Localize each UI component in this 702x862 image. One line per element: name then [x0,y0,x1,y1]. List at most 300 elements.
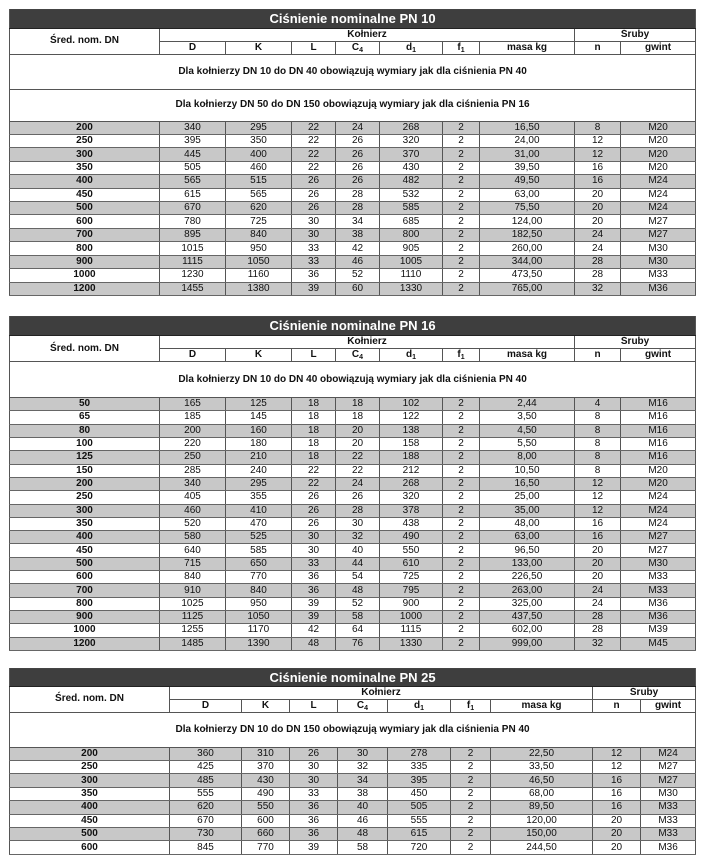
cell-thread: M33 [641,828,696,841]
flange-header: Kołnierz [170,686,593,699]
cell-f1: 2 [451,787,491,800]
cell-l: 30 [290,760,338,773]
cell-thread: M20 [621,477,696,490]
table-row [10,215,696,228]
cell-d1: 212 [380,464,443,477]
cell-d1: 102 [380,398,443,411]
cell-mass: 24,00 [480,134,575,147]
table-title: Ciśnienie nominalne PN 10 [10,10,696,29]
cell-c4: 48 [336,584,380,597]
cell-dn: 800 [10,597,160,610]
cell-mass: 5,50 [480,437,575,450]
cell-d1: 610 [380,557,443,570]
cell-d1: 138 [380,424,443,437]
cell-f1: 2 [443,411,480,424]
table-row [10,398,696,411]
cell-d: 250 [160,451,226,464]
cell-f1: 2 [451,760,491,773]
table-row [10,411,696,424]
cell-mass: 48,00 [480,517,575,530]
cell-k: 770 [242,841,290,855]
cell-d: 565 [160,175,226,188]
cell-l: 42 [292,624,336,637]
pn16-table [9,316,696,651]
cell-c4: 26 [336,148,380,161]
col-c4: $C_4$ [336,41,380,54]
cell-bolt-n: 20 [593,814,641,827]
flange-header: Kołnierz [160,28,575,41]
cell-f1: 2 [443,161,480,174]
cell-d: 1115 [160,255,226,268]
table-title: Ciśnienie nominalne PN 16 [10,317,696,336]
cell-mass: 473,50 [480,269,575,282]
cell-c4: 28 [336,202,380,215]
cell-dn: 1200 [10,637,160,650]
cell-d1: 482 [380,175,443,188]
cell-k: 460 [226,161,292,174]
col-thread: gwint [641,699,696,712]
bolts-header: Śruby [593,686,696,699]
pn25-table [9,668,696,855]
flange-header: Kołnierz [160,335,575,348]
table-row [10,841,696,855]
cell-d1: 490 [380,531,443,544]
table-row [10,464,696,477]
cell-d: 640 [160,544,226,557]
cell-l: 26 [292,202,336,215]
table-row [10,814,696,827]
col-d1: $d_1$ [380,349,443,362]
cell-thread: M36 [621,282,696,295]
cell-mass: 437,50 [480,611,575,624]
cell-c4: 32 [338,760,388,773]
cell-thread: M27 [641,760,696,773]
cell-d1: 725 [380,571,443,584]
cell-f1: 2 [451,814,491,827]
table-note: Dla kołnierzy DN 50 do DN 150 obowiązują wymiary jak dla ciśnienia PN 16 [10,90,696,121]
col-c4: $C_4$ [338,699,388,712]
cell-c4: 18 [336,398,380,411]
cell-k: 525 [226,531,292,544]
cell-c4: 26 [336,175,380,188]
table-row [10,760,696,773]
cell-mass: 35,00 [480,504,575,517]
col-d: D [160,41,226,54]
cell-l: 22 [292,161,336,174]
cell-d: 670 [170,814,242,827]
cell-d1: 188 [380,451,443,464]
cell-bolt-n: 12 [593,760,641,773]
cell-k: 565 [226,188,292,201]
col-l: L [292,41,336,54]
cell-l: 33 [292,242,336,255]
cell-f1: 2 [443,202,480,215]
cell-c4: 40 [338,801,388,814]
cell-bolt-n: 28 [575,269,621,282]
cell-k: 295 [226,121,292,134]
cell-thread: M20 [621,464,696,477]
cell-d: 1485 [160,637,226,650]
cell-k: 210 [226,451,292,464]
cell-mass: 133,00 [480,557,575,570]
cell-d1: 795 [380,584,443,597]
cell-c4: 48 [338,828,388,841]
cell-l: 36 [290,814,338,827]
cell-mass: 49,50 [480,175,575,188]
cell-f1: 2 [443,477,480,490]
cell-thread: M24 [621,504,696,517]
cell-c4: 30 [338,747,388,760]
cell-f1: 2 [443,437,480,450]
cell-f1: 2 [443,624,480,637]
cell-bolt-n: 16 [575,517,621,530]
cell-d: 460 [160,504,226,517]
cell-mass: 150,00 [491,828,593,841]
cell-dn: 700 [10,584,160,597]
cell-dn: 200 [10,477,160,490]
cell-bolt-n: 20 [593,841,641,855]
cell-bolt-n: 16 [575,175,621,188]
col-mass: masa kg [480,349,575,362]
cell-f1: 2 [443,398,480,411]
cell-mass: 182,50 [480,228,575,241]
col-n: n [593,699,641,712]
cell-k: 160 [226,424,292,437]
cell-mass: 31,00 [480,148,575,161]
cell-d1: 1005 [380,255,443,268]
col-mass: masa kg [480,41,575,54]
table-row [10,624,696,637]
cell-c4: 26 [336,161,380,174]
cell-bolt-n: 12 [575,504,621,517]
cell-thread: M24 [621,517,696,530]
cell-mass: 25,00 [480,491,575,504]
cell-l: 36 [292,584,336,597]
cell-d: 730 [170,828,242,841]
cell-dn: 900 [10,255,160,268]
table-row [10,597,696,610]
dn-header: Śred. nom. DN [10,686,170,713]
cell-bolt-n: 32 [575,282,621,295]
cell-mass: 8,00 [480,451,575,464]
col-d: D [170,699,242,712]
cell-thread: M36 [621,611,696,624]
cell-thread: M27 [621,228,696,241]
cell-thread: M20 [621,121,696,134]
cell-f1: 2 [443,282,480,295]
cell-thread: M24 [621,188,696,201]
cell-f1: 2 [443,611,480,624]
cell-mass: 325,00 [480,597,575,610]
cell-mass: 2,44 [480,398,575,411]
cell-d: 620 [170,801,242,814]
cell-l: 22 [292,148,336,161]
table-row [10,282,696,295]
cell-bolt-n: 28 [575,255,621,268]
cell-f1: 2 [443,228,480,241]
table-title: Ciśnienie nominalne PN 25 [10,669,696,687]
cell-c4: 30 [336,517,380,530]
cell-d: 1455 [160,282,226,295]
cell-d1: 335 [388,760,451,773]
cell-dn: 350 [10,161,160,174]
cell-d: 910 [160,584,226,597]
cell-d1: 370 [380,148,443,161]
cell-l: 30 [292,544,336,557]
table-row [10,531,696,544]
cell-bolt-n: 20 [575,571,621,584]
cell-l: 22 [292,121,336,134]
table-row [10,517,696,530]
cell-d: 360 [170,747,242,760]
cell-bolt-n: 32 [575,637,621,650]
cell-dn: 1200 [10,282,160,295]
cell-d: 1025 [160,597,226,610]
cell-d: 1255 [160,624,226,637]
cell-d: 780 [160,215,226,228]
table-row [10,175,696,188]
cell-d1: 450 [388,787,451,800]
cell-thread: M16 [621,451,696,464]
cell-d1: 505 [388,801,451,814]
cell-l: 36 [292,269,336,282]
cell-k: 410 [226,504,292,517]
table-row [10,571,696,584]
table-note: Dla kołnierzy DN 10 do DN 150 obowiązują wymiary jak dla ciśnienia PN 40 [10,713,696,747]
cell-mass: 765,00 [480,282,575,295]
cell-bolt-n: 8 [575,411,621,424]
cell-dn: 500 [10,202,160,215]
cell-k: 550 [242,801,290,814]
cell-d: 340 [160,477,226,490]
cell-dn: 400 [10,175,160,188]
cell-bolt-n: 20 [575,202,621,215]
cell-f1: 2 [443,637,480,650]
col-n: n [575,41,621,54]
cell-l: 33 [292,557,336,570]
cell-l: 33 [290,787,338,800]
cell-dn: 300 [10,774,170,787]
cell-mass: 602,00 [480,624,575,637]
cell-d1: 555 [388,814,451,827]
cell-c4: 76 [336,637,380,650]
col-d1: $d_1$ [388,699,451,712]
cell-thread: M16 [621,424,696,437]
dn-header: Śred. nom. DN [10,335,160,362]
cell-l: 26 [292,175,336,188]
cell-k: 840 [226,584,292,597]
cell-l: 22 [292,464,336,477]
cell-dn: 600 [10,841,170,855]
cell-f1: 2 [451,801,491,814]
cell-f1: 2 [451,828,491,841]
cell-l: 18 [292,411,336,424]
cell-c4: 44 [336,557,380,570]
cell-d1: 1330 [380,282,443,295]
cell-f1: 2 [443,188,480,201]
cell-c4: 52 [336,269,380,282]
cell-bolt-n: 12 [575,134,621,147]
cell-k: 600 [242,814,290,827]
cell-d1: 550 [380,544,443,557]
cell-d1: 430 [380,161,443,174]
cell-dn: 300 [10,504,160,517]
cell-d: 840 [160,571,226,584]
bolts-header: Śruby [575,28,696,41]
table-row [10,242,696,255]
table-row [10,161,696,174]
bolts-header: Śruby [575,335,696,348]
cell-l: 30 [292,531,336,544]
table-row [10,451,696,464]
cell-l: 26 [292,491,336,504]
cell-bolt-n: 24 [575,242,621,255]
cell-bolt-n: 12 [575,477,621,490]
cell-bolt-n: 12 [575,148,621,161]
cell-dn: 450 [10,814,170,827]
cell-thread: M30 [641,787,696,800]
cell-thread: M20 [621,148,696,161]
cell-thread: M30 [621,557,696,570]
cell-mass: 96,50 [480,544,575,557]
table-row [10,747,696,760]
cell-c4: 40 [336,544,380,557]
table-note: Dla kołnierzy DN 10 do DN 40 obowiązują wymiary jak dla ciśnienia PN 40 [10,362,696,398]
cell-k: 840 [226,228,292,241]
col-k: K [242,699,290,712]
cell-d1: 1000 [380,611,443,624]
cell-d1: 320 [380,491,443,504]
cell-mass: 226,50 [480,571,575,584]
cell-c4: 58 [336,611,380,624]
cell-d: 485 [170,774,242,787]
table-row [10,828,696,841]
cell-bolt-n: 8 [575,121,621,134]
cell-thread: M27 [641,774,696,787]
cell-k: 585 [226,544,292,557]
cell-mass: 16,50 [480,477,575,490]
cell-d1: 378 [380,504,443,517]
cell-dn: 100 [10,437,160,450]
cell-c4: 58 [338,841,388,855]
col-l: L [290,699,338,712]
cell-thread: M24 [621,175,696,188]
cell-c4: 46 [336,255,380,268]
cell-bolt-n: 4 [575,398,621,411]
cell-mass: 4,50 [480,424,575,437]
cell-bolt-n: 8 [575,464,621,477]
cell-bolt-n: 24 [575,584,621,597]
cell-bolt-n: 8 [575,451,621,464]
cell-d: 520 [160,517,226,530]
cell-dn: 350 [10,787,170,800]
cell-l: 36 [292,571,336,584]
table-row [10,787,696,800]
cell-c4: 38 [336,228,380,241]
cell-bolt-n: 16 [575,161,621,174]
cell-f1: 2 [443,597,480,610]
cell-k: 430 [242,774,290,787]
cell-c4: 52 [336,597,380,610]
cell-l: 39 [290,841,338,855]
cell-dn: 200 [10,121,160,134]
col-f1: $f_1$ [443,349,480,362]
cell-d1: 158 [380,437,443,450]
cell-d1: 905 [380,242,443,255]
cell-d1: 278 [388,747,451,760]
table-row [10,611,696,624]
cell-f1: 2 [443,557,480,570]
cell-dn: 65 [10,411,160,424]
cell-thread: M16 [621,411,696,424]
cell-d: 165 [160,398,226,411]
table-row [10,188,696,201]
cell-d1: 615 [388,828,451,841]
cell-mass: 63,00 [480,531,575,544]
cell-l: 26 [290,747,338,760]
cell-thread: M33 [641,814,696,827]
cell-mass: 46,50 [491,774,593,787]
cell-mass: 260,00 [480,242,575,255]
cell-thread: M33 [621,571,696,584]
cell-d: 845 [170,841,242,855]
table-row [10,491,696,504]
cell-c4: 20 [336,424,380,437]
pn10-table [9,9,696,296]
cell-thread: M33 [621,584,696,597]
cell-mass: 999,00 [480,637,575,650]
cell-l: 33 [292,255,336,268]
cell-l: 39 [292,611,336,624]
col-f1: $f_1$ [443,41,480,54]
cell-c4: 26 [336,134,380,147]
cell-k: 180 [226,437,292,450]
cell-k: 1050 [226,611,292,624]
table-row [10,269,696,282]
cell-dn: 350 [10,517,160,530]
cell-mass: 120,00 [491,814,593,827]
cell-f1: 2 [443,148,480,161]
table-note: Dla kołnierzy DN 10 do DN 40 obowiązują wymiary jak dla ciśnienia PN 40 [10,55,696,90]
cell-f1: 2 [443,255,480,268]
cell-f1: 2 [443,215,480,228]
table-row [10,801,696,814]
cell-d: 425 [170,760,242,773]
cell-d: 220 [160,437,226,450]
cell-k: 950 [226,242,292,255]
cell-k: 950 [226,597,292,610]
cell-mass: 75,50 [480,202,575,215]
cell-d: 670 [160,202,226,215]
cell-l: 18 [292,437,336,450]
cell-f1: 2 [443,424,480,437]
col-f1: $f_1$ [451,699,491,712]
cell-dn: 400 [10,801,170,814]
cell-k: 660 [242,828,290,841]
cell-mass: 16,50 [480,121,575,134]
cell-dn: 600 [10,215,160,228]
cell-thread: M20 [621,161,696,174]
table-row [10,121,696,134]
cell-f1: 2 [443,584,480,597]
cell-d: 505 [160,161,226,174]
cell-c4: 28 [336,504,380,517]
cell-c4: 32 [336,531,380,544]
cell-bolt-n: 12 [593,747,641,760]
cell-dn: 600 [10,571,160,584]
table-row [10,134,696,147]
cell-k: 490 [242,787,290,800]
